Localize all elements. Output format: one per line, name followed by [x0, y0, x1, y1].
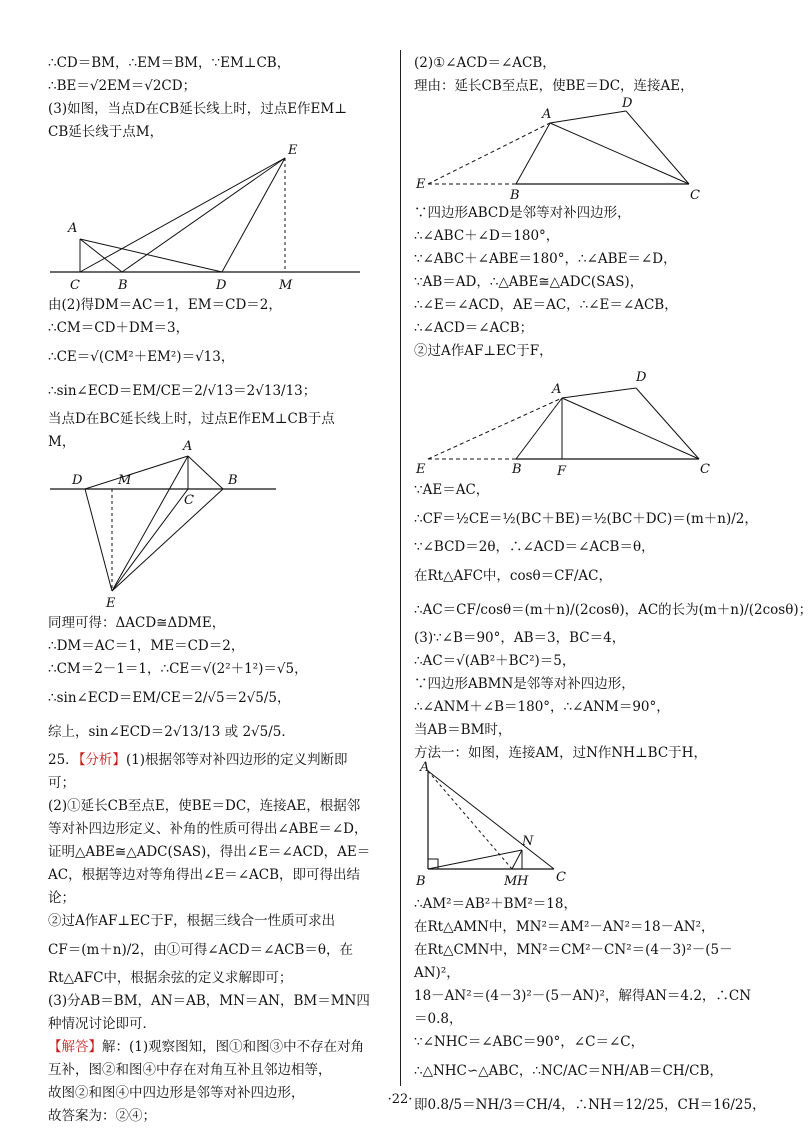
left-column — [48, 52, 390, 1128]
question-25-analysis-header — [48, 749, 390, 772]
text-line: 综上，sin∠ECD＝2√13/13 或 2√5/5． — [48, 724, 295, 740]
fig-label: M — [504, 874, 518, 889]
text-line: 互补，图②和图④中存在对角互补且邻边相等， — [48, 1062, 332, 1078]
text-line: ∴∠ACD＝∠ACB； — [414, 320, 534, 336]
text-line: ∴∠ABC＋∠D＝180°， — [414, 228, 560, 244]
fig-label: M — [279, 278, 293, 293]
fig-label: C — [70, 278, 80, 293]
solution-tag: 【解答】 — [48, 1039, 102, 1055]
figure-4 — [414, 363, 754, 479]
text-line: (3)如图，当点D在CB延长线上时，过点E作EM⊥ — [48, 101, 347, 117]
text-line: CF＝(m＋n)/2，由①可得∠ACD＝∠ACB＝θ，在 — [48, 942, 354, 958]
fig-label: N — [522, 834, 534, 849]
text-line: (3)分AB＝BM，AN＝AB，MN＝AN，BM＝MN四 — [48, 993, 370, 1009]
question-number: 25． — [48, 752, 79, 768]
text-line: 理由：延长CB至点E，使BE＝DC，连接AE， — [414, 78, 694, 94]
column-divider — [400, 50, 401, 1086]
fig-label: B — [512, 462, 522, 477]
fig-label: E — [106, 596, 116, 611]
right-column — [414, 52, 812, 1122]
text-line: AC，根据等边对等角得出∠E＝∠ACB，即可得出结 — [48, 867, 361, 883]
text-line: ∴CD＝BM，∴EM＝BM，∵EM⊥CB， — [48, 55, 291, 71]
text-line: (1)根据邻等对补四边形的定义判断即 — [125, 752, 348, 768]
fig-label: A — [552, 382, 562, 397]
text-line: M， — [48, 434, 76, 450]
fig-label: B — [416, 874, 426, 889]
fig-label: A — [420, 760, 430, 775]
fig-label: D — [72, 473, 83, 488]
fig-label: F — [557, 464, 567, 479]
figure-5 — [414, 760, 754, 893]
question-25-solution-header — [48, 1036, 390, 1059]
fig-label: M — [118, 473, 132, 488]
text-line: ∴△NHC∽△ABC，∴NC/AC＝NH/AB＝CH/CB， — [414, 1063, 723, 1079]
text-line: 方法一：如图，连接AM，过N作NH⊥BC于H， — [414, 745, 707, 761]
text-line: (3)∵∠B＝90°，AB＝3，BC＝4， — [414, 630, 626, 646]
text-line: ∴BE＝√2EM＝√2CD； — [48, 78, 197, 94]
text-line: 论； — [48, 890, 75, 906]
text-line: ∴∠E＝∠ACD，AE＝AC，∴∠E＝∠ACB， — [414, 297, 678, 313]
text-line: ②过A作AF⊥EC于F，根据三线合一性质可求出 — [48, 913, 336, 929]
text-line: ∵四边形ABCD是邻等对补四边形， — [414, 205, 631, 221]
text-line: ∴AC＝CF/cosθ＝(m＋n)/(2cosθ)，AC的长为(m＋n)/(2cosθ)； — [414, 602, 812, 618]
text-line: ∵∠NHC＝∠ABC＝90°，∠C＝∠C， — [414, 1034, 645, 1050]
text-line: ∴CM＝CD＋DM＝3， — [48, 320, 190, 336]
fig-label: H — [517, 874, 529, 889]
fig-label: B — [510, 188, 520, 203]
fig-label: B — [118, 278, 128, 293]
fig-label: A — [183, 439, 193, 454]
fig-label: A — [542, 107, 552, 122]
fig-label: A — [68, 221, 78, 236]
text-line: Rt△AFC中，根据余弦的定义求解即可； — [48, 970, 293, 986]
text-line: 在Rt△CMN中，MN²＝CM²－CN²＝(4－3)²－(5－ — [414, 942, 733, 958]
text-line: ∴AC＝√(AB²＋BC²)＝5， — [414, 653, 576, 669]
text-line: (2)①延长CB至点E，使BE＝DC，连接AE，根据邻 — [48, 798, 361, 814]
fig-label: C — [690, 188, 700, 203]
text-line: AN)²， — [414, 965, 460, 981]
text-line: ∴CE＝√(CM²＋EM²)＝√13， — [48, 349, 235, 365]
text-line: 由(2)得DM＝AC＝1，EM＝CD＝2， — [48, 297, 282, 313]
text-line: 在Rt△AMN中，MN²＝AM²－AN²＝18－AN²， — [414, 919, 715, 935]
text-line: 证明△ABE≅△ADC(SAS)，得出∠E＝∠ACD，AE＝ — [48, 844, 371, 860]
text-line: 18－AN²＝(4－3)²－(5－AN)²，解得AN＝4.2，∴CN — [414, 988, 752, 1004]
text-line: 当AB＝BM时， — [414, 722, 512, 738]
fig-label: C — [556, 870, 566, 885]
text-line: 等对补四边形定义、补角的性质可得出∠ABE＝∠D， — [48, 821, 368, 837]
text-line: 当点D在BC延长线上时，过点E作EM⊥CB于点 — [48, 411, 335, 427]
text-line: ∵∠BCD＝2θ，∴∠ACD＝∠ACB＝θ， — [414, 539, 655, 555]
figure-1 — [48, 144, 390, 294]
fig-label: C — [184, 493, 194, 508]
text-line: 即0.8/5＝NH/3＝CH/4，∴NH＝12/25，CH＝16/25， — [414, 1097, 766, 1113]
figure-3 — [414, 98, 754, 202]
text-line: ∵AB＝AD，∴△ABE≅△ADC(SAS)， — [414, 274, 644, 290]
page-number: ·22· — [387, 1092, 413, 1107]
fig-label: E — [416, 462, 426, 477]
text-line: CB延长线于点M， — [48, 124, 164, 140]
text-line: 同理可得：ΔACD≅ΔDME， — [48, 615, 226, 631]
text-line: 解：(1)观察图知，图①和图③中不存在对角 — [102, 1039, 365, 1055]
fig-label: B — [228, 473, 238, 488]
text-line: ∴sin∠ECD＝EM/CE＝2/√5＝2√5/5， — [48, 690, 291, 706]
text-line: ∵AE＝AC， — [414, 482, 490, 498]
analysis-tag: 【分析】 — [78, 752, 126, 768]
fig-label: E — [416, 177, 426, 192]
text-line: ＝0.8， — [414, 1011, 463, 1027]
text-line: ∴DM＝AC＝1，ME＝CD＝2， — [48, 638, 245, 654]
text-line: 在Rt△AFC中，cosθ＝CF/AC， — [414, 568, 612, 584]
figure-2 — [48, 439, 390, 612]
text-line: ∴∠ANM＋∠B＝180°，∴∠ANM＝90°， — [414, 699, 670, 715]
fig-label: D — [636, 370, 647, 385]
text-line: ∴sin∠ECD＝EM/CE＝2/√13＝2√13/13； — [48, 383, 317, 399]
text-line: ②过A作AF⊥EC于F， — [414, 343, 553, 359]
text-line: ∴CF＝½CE＝½(BC＋BE)＝½(BC＋DC)＝(m＋n)/2， — [414, 511, 758, 527]
fig-label: D — [216, 278, 227, 293]
text-line: 故答案为：②④； — [48, 1108, 156, 1124]
fig-label: D — [622, 96, 633, 111]
text-line: ∵四边形ABMN是邻等对补四边形， — [414, 676, 635, 692]
text-line: ∴CM＝2－1＝1，∴CE＝√(2²＋1²)＝√5， — [48, 661, 308, 677]
text-line: 可； — [48, 775, 75, 791]
fig-label: E — [288, 143, 298, 158]
text-line: ∵∠ABC＋∠ABE＝180°，∴∠ABE＝∠D， — [414, 251, 677, 267]
text-line: 故图②和图④中四边形是邻等对补四边形， — [48, 1085, 305, 1101]
fig-label: C — [700, 462, 710, 477]
text-line: (2)①∠ACD＝∠ACB， — [414, 55, 556, 71]
text-line: 种情况讨论即可． — [48, 1016, 156, 1032]
text-line: ∴AM²＝AB²＋BM²＝18， — [414, 896, 577, 912]
